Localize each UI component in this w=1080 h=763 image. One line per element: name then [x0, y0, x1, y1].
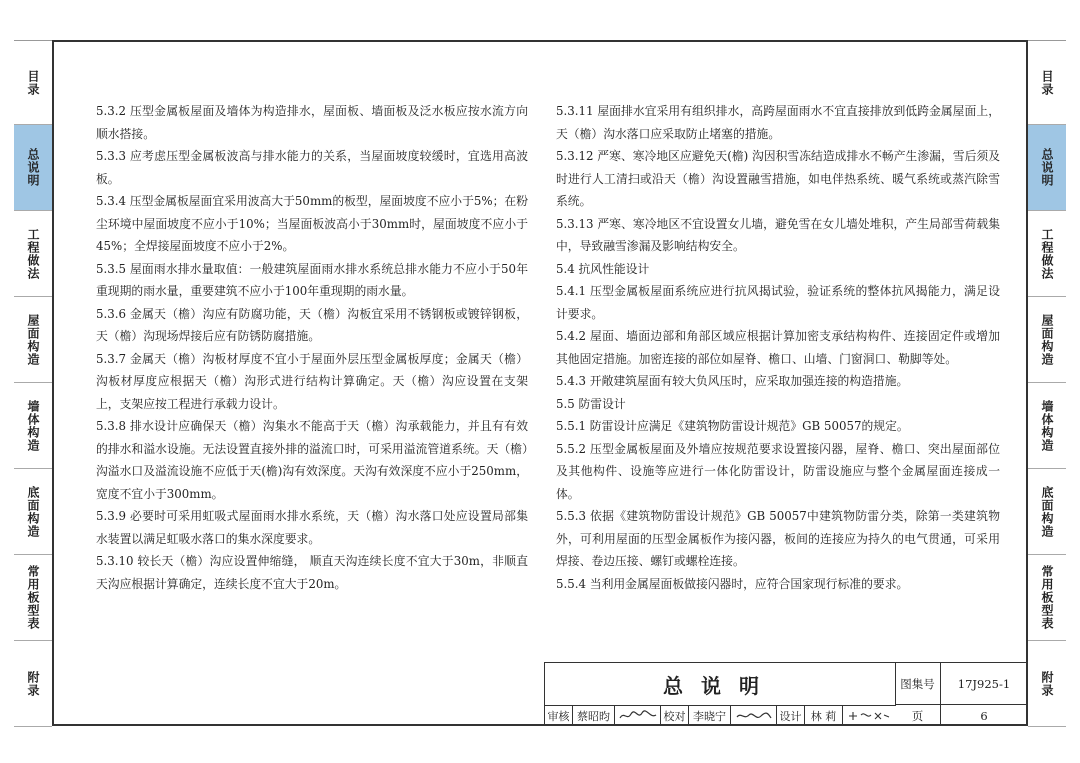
- clause-5-3-13: 5.3.13 严寒、寒冷地区不宜设置女儿墙，避免雪在女儿墙处堆积，产生局部雪荷载集中，导致融雪渗漏及影响结构安全。: [556, 216, 1000, 253]
- tab-label: 底面构造: [1040, 485, 1054, 538]
- tab-label: 附录: [26, 670, 40, 697]
- tab-label: 屋面构造: [26, 313, 40, 366]
- right-tab-wall[interactable]: [1028, 383, 1066, 469]
- review-label: 审核: [545, 705, 573, 726]
- section-5-5-heading: 5.5 防雷设计: [556, 396, 626, 411]
- clause-5-3-2: 5.3.2 压型金属板屋面及墙体为构造排水，屋面板、墙面板及泛水板应按水流方向顺水搭接。: [96, 104, 528, 141]
- right-tab-roof[interactable]: [1028, 297, 1066, 383]
- clause-5-4-3: 5.4.3 开敞建筑屋面有较大负风压时，应采取加强连接的构造措施。: [556, 374, 909, 388]
- left-tab-contents[interactable]: [14, 41, 52, 125]
- right-tab-bottom[interactable]: [1028, 469, 1066, 555]
- signature-icon: [618, 709, 658, 723]
- designer-signature: [843, 705, 895, 726]
- designer-name: 林 莉: [805, 705, 843, 726]
- tab-label: 总说明: [26, 148, 40, 187]
- tab-label: 目录: [26, 69, 40, 96]
- tab-label: 墙体构造: [1040, 399, 1054, 452]
- page-label: 页: [895, 705, 941, 726]
- section-5-4-heading: 5.4 抗风性能设计: [556, 261, 650, 276]
- clause-5-3-12: 5.3.12 严寒、寒冷地区应避免天(檐) 沟因积雪冻结造成排水不畅产生渗漏，雪后须及时进行人工清扫或沿天（檐）沟设置融雪措施，如电伴热系统、暖气系统或蒸汽除雪系统。: [556, 149, 1000, 208]
- tab-label: 总说明: [1040, 148, 1054, 187]
- tab-label: 墙体构造: [26, 399, 40, 452]
- clause-5-3-4: 5.3.4 压型金属板屋面宜采用波高大于50mm的板型，屋面坡度不应小于5%；在粉尘环境中屋面坡度不应小于10%；当屋面板波高小于30mm时，屋面坡度不应小于45%；全焊接屋面坡度不应小于2%。: [96, 194, 528, 253]
- left-tab-bottom[interactable]: [14, 469, 52, 555]
- title-block: [544, 662, 1028, 726]
- sheet-title: 总说明: [545, 663, 896, 706]
- tab-label: 常用板型表: [26, 565, 40, 630]
- clause-5-3-11: 5.3.11 屋面排水宜采用有组织排水，高跨屋面雨水不宜直接排放到低跨金属屋面上，天（檐）沟水落口应采取防止堵塞的措施。: [556, 104, 1000, 141]
- tab-label: 附录: [1040, 670, 1054, 697]
- tab-label: 底面构造: [26, 485, 40, 538]
- reviewer-name: 蔡昭昀: [573, 705, 615, 726]
- clause-5-3-3: 5.3.3 应考虑压型金属板波高与排水能力的关系，当屋面坡度较缓时，宜选用高波板。: [96, 149, 528, 186]
- left-nav-tabs: [14, 40, 52, 727]
- clause-5-5-2: 5.5.2 压型金属板屋面及外墙应按规范要求设置接闪器，屋脊、檐口、突出屋面部位及其他构件、设施等应进行一体化防雷设计，防雷设施应与整个金属屋面连接成一体。: [556, 441, 1000, 501]
- left-tab-roof[interactable]: [14, 297, 52, 383]
- clause-5-4-2: 5.4.2 屋面、墙面边部和角部区域应根据计算加密支承结构构件、连接固定件或增加其他固定措施。加密连接的部位如屋脊、檐口、山墙、门窗洞口、勒脚等处。: [556, 329, 1000, 366]
- signature-row: [545, 705, 895, 726]
- left-tab-engineering[interactable]: [14, 211, 52, 297]
- checker-signature: [731, 705, 777, 726]
- right-text-column: [556, 100, 1000, 595]
- tab-label: 工程做法: [1040, 227, 1054, 280]
- clause-5-3-5: 5.3.5 屋面雨水排水量取值：一般建筑屋面雨水排水系统总排水能力不应小于50年重现期的雨水量，重要建筑不应小于100年重现期的雨水量。: [96, 261, 528, 298]
- reviewer-signature: [615, 705, 661, 726]
- left-text-column: [96, 100, 528, 595]
- page-number: 6: [980, 708, 988, 723]
- atlas-number: 17J925-1: [941, 663, 1027, 705]
- right-tab-contents[interactable]: [1028, 41, 1066, 125]
- signature-icon: [734, 709, 774, 723]
- right-tab-board-types[interactable]: [1028, 555, 1066, 641]
- right-tab-appendix[interactable]: [1028, 641, 1066, 727]
- left-tab-board-types[interactable]: [14, 555, 52, 641]
- left-tab-appendix[interactable]: [14, 641, 52, 727]
- clause-5-3-9: 5.3.9 必要时可采用虹吸式屋面雨水排水系统，天（檐）沟水落口处应设置局部集水装置以满足虹吸水落口的集水深度要求。: [96, 509, 528, 546]
- right-tab-engineering[interactable]: [1028, 211, 1066, 297]
- clause-5-5-3: 5.5.3 依据《建筑物防雷设计规范》GB 50057中建筑物防雷分类，除第一类建筑物外，可利用屋面的压型金属板作为接闪器，板间的连接应为持久的电气贯通，可采用焊接、卷边压接、螺钉或螺栓连接。: [556, 509, 1000, 568]
- checker-name: 李晓宁: [689, 705, 731, 726]
- clause-5-3-8: 5.3.8 排水设计应确保天（檐）沟集水不能高于天（檐）沟承载能力，并且有有效的排水和溢水设施。无法设置直接外排的溢流口时，可采用溢流管道系统。天（檐）沟溢水口及溢流设施不应低于天(檐)沟有效深度。天沟有效深度不应小于250mm，宽度不宜小于300mm。: [96, 419, 528, 501]
- clause-5-3-10: 5.3.10 较长天（檐）沟应设置伸缩缝， 顺直天沟连续长度不宜大于30m，非顺直天沟应根据计算确定，连续长度不宜大于20m。: [96, 554, 528, 591]
- left-tab-general[interactable]: [14, 125, 52, 211]
- clause-5-5-4: 5.5.4 当利用金属屋面板做接闪器时，应符合国家现行标准的要求。: [556, 576, 909, 591]
- tab-label: 屋面构造: [1040, 313, 1054, 366]
- atlas-label: 图集号: [895, 663, 941, 705]
- tab-label: 工程做法: [26, 227, 40, 280]
- signature-icon: [847, 709, 891, 723]
- clause-5-5-1: 5.5.1 防雷设计应满足《建筑物防雷设计规范》GB 50057的规定。: [556, 419, 909, 433]
- left-tab-wall[interactable]: [14, 383, 52, 469]
- check-label: 校对: [661, 705, 689, 726]
- right-nav-tabs: [1028, 40, 1066, 727]
- clause-5-3-7: 5.3.7 金属天（檐）沟板材厚度不宜小于屋面外层压型金属板厚度；金属天（檐）沟板材厚度应根据天（檐）沟形式进行结构计算确定。天（檐）沟应设置在支架上，支架应按工程进行承载力设计。: [96, 351, 528, 411]
- clause-5-4-1: 5.4.1 压型金属板屋面系统应进行抗风揭试验，验证系统的整体抗风揭能力，满足设计要求。: [556, 284, 1000, 321]
- tab-label: 常用板型表: [1040, 565, 1054, 630]
- design-label: 设计: [777, 705, 805, 726]
- clause-5-3-6: 5.3.6 金属天（檐）沟应有防腐功能，天（檐）沟板宜采用不锈钢板或镀锌钢板，天（檐）沟现场焊接后应有防锈防腐措施。: [96, 306, 528, 343]
- right-tab-general[interactable]: [1028, 125, 1066, 211]
- tab-label: 目录: [1040, 69, 1054, 96]
